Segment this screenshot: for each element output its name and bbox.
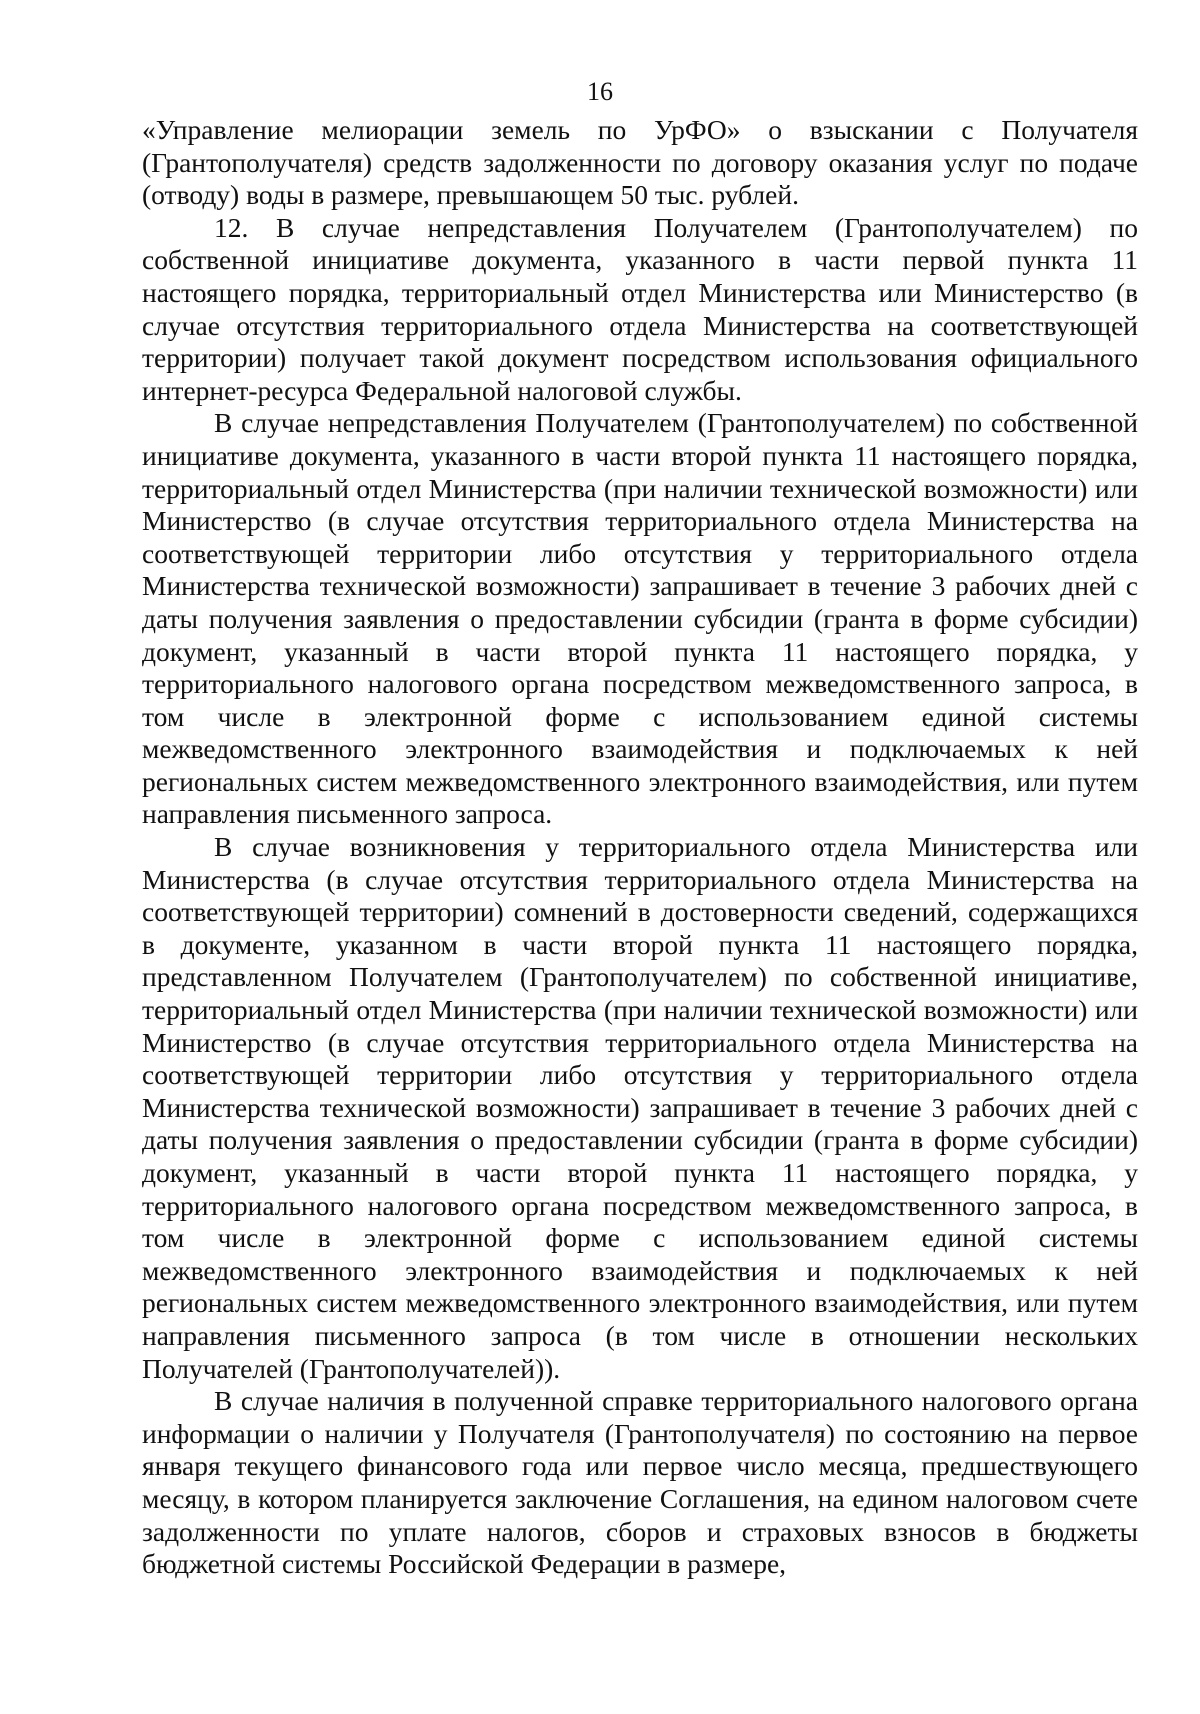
paragraph-item-12: 12. В случае непредставления Получателем (Грантополучателем) по собственной инициативе документа, указанного в части первой пункта 11 настоящего порядка, территориальный отдел Министерства или Министерство (в случае отсутствия территориального отдела Министерства на соответствующей территории) получает такой документ посредством использования официального интернет-ресурса Федеральной налоговой службы. [142, 211, 1138, 406]
paragraph-nonsubmission-part-two: В случае непредставления Получателем (Грантополучателем) по собственной инициативе документа, указанного в части второй пункта 11 настоящего порядка, территориальный отдел Министерства (при наличии технической возможности) или Министерство (в случае отсутствия территориального отдела Министерства на соответствующей территории либо отсутствия у территориального отдела Министерства технической возможности) запрашивает в течение 3 рабочих дней с даты получения заявления о предоставлении субсидии (гранта в форме субсидии) документ, указанный в части второй пункта 11 настоящего порядка, у территориального налогового органа посредством межведомственного запроса, в том числе в электронной форме с использованием единой системы межведомственного электронного взаимодействия и подключаемых к ней региональных систем межведомственного электронного взаимодействия, или путем направления письменного запроса. [142, 407, 1138, 830]
paragraph-tax-debt-info: В случае наличия в полученной справке территориального налогового органа информации о наличии у Получателя (Грантополучателя) по состоянию на первое января текущего финансового года или первое число месяца, предшествующего месяцу, в котором планируется заключение Соглашения, на едином налоговом счете задолженности по уплате налогов, сборов и страховых взносов в бюджеты бюджетной системы Российской Федерации в размере, [142, 1385, 1138, 1580]
paragraph-doubts-reliability: В случае возникновения у территориального отдела Министерства или Министерства (в случае отсутствия территориального отдела Министерства на соответствующей территории) сомнений в достоверности сведений, содержащихся в документе, указанном в части второй пункта 11 настоящего порядка, представленном Получателем (Грантополучателем) по собственной инициативе, территориальный отдел Министерства (при наличии технической возможности) или Министерство (в случае отсутствия территориального отдела Министерства на соответствующей территории либо отсутствия у территориального отдела Министерства технической возможности) запрашивает в течение 3 рабочих дней с даты получения заявления о предоставлении субсидии (гранта в форме субсидии) документ, указанный в части второй пункта 11 настоящего порядка, у территориального налогового органа посредством межведомственного запроса, в том числе в электронной форме с использованием единой системы межведомственного электронного взаимодействия и подключаемых к ней региональных систем межведомственного электронного взаимодействия, или путем направления письменного запроса (в том числе в отношении нескольких Получателей (Грантополучателей)). [142, 831, 1138, 1384]
paragraph-continuation: «Управление мелиорации земель по УрФО» о взыскании с Получателя (Грантополучателя) средств задолженности по договору оказания услуг по подаче (отводу) воды в размере, превышающем 50 тыс. рублей. [142, 114, 1138, 211]
document-body [142, 114, 1138, 1581]
page-number: 16 [587, 77, 613, 106]
